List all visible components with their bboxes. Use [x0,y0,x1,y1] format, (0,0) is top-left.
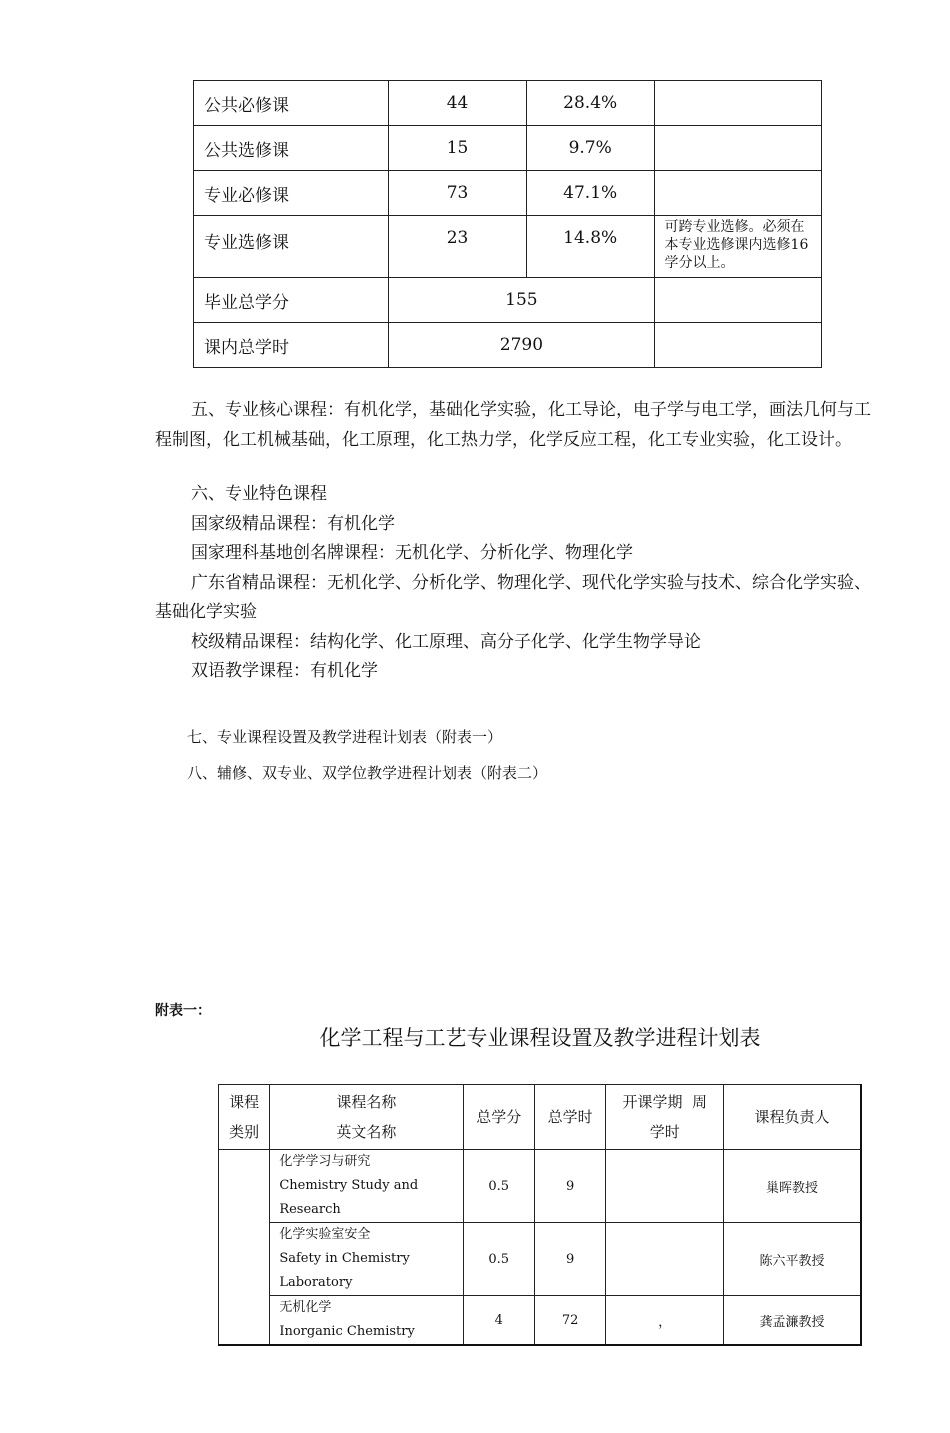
course-name-cn: 化学实验室安全 [279,1227,371,1242]
table-row [219,1150,862,1223]
science-base-courses: 国家理科基地创名牌课程：无机化学、分析化学、物理化学 [191,543,633,563]
course-name-cell [270,1150,463,1223]
header-category-line: 课程 [229,1093,260,1111]
total-credits-label: 毕业总学分 [194,278,389,323]
course-semester [606,1223,724,1296]
bilingual-courses: 双语教学课程：有机化学 [191,661,378,681]
course-hours: 9 [534,1223,605,1296]
credit-percent: 47.1% [526,171,654,216]
course-name-en: Inorganic Chemistry [279,1324,415,1339]
header-category-line: 类别 [229,1123,260,1141]
core-courses-paragraph [155,396,871,455]
course-credits: 0.5 [463,1150,534,1223]
course-lead: 龚孟濂教授 [724,1296,861,1346]
provincial-courses-cont: 基础化学实验 [155,602,257,622]
course-credits: 4 [463,1296,534,1346]
course-name-cn: 化学学习与研究 [279,1154,371,1169]
credit-note [654,323,821,368]
course-name-cell [270,1296,463,1346]
course-category-cell [219,1150,270,1346]
credit-row [194,171,822,216]
table-row [219,1223,862,1296]
credit-row [194,126,822,171]
section-7: 七、专业课程设置及教学进程计划表（附表一） [187,728,503,746]
table-row [219,1296,862,1346]
credit-note [654,126,821,171]
header-semester-line: 开课学期 周 [622,1093,707,1111]
course-name-en: Chemistry Study and Research [279,1178,419,1217]
header-lead: 课程负责人 [724,1085,861,1150]
credit-value: 44 [389,81,527,126]
annex-label: 附表一： [155,1003,211,1019]
school-courses: 校级精品课程：结构化学、化工原理、高分子化学、化学生物学导论 [191,631,701,652]
feature-courses-heading: 六、专业特色课程 [191,484,327,504]
section-8: 八、辅修、双专业、双学位教学进程计划表（附表二） [187,764,548,782]
header-name-line: 英文名称 [336,1123,397,1141]
credit-row [194,81,822,126]
credit-note [654,278,821,323]
national-courses: 国家级精品课程：有机化学 [191,513,395,534]
credit-category: 专业必修课 [194,171,389,216]
header-category [219,1085,270,1150]
core-courses-line: 程制图，化工机械基础，化工原理，化工热力学，化学反应工程，化工专业实验，化工设计。 [155,429,852,450]
header-hours: 总学时 [534,1085,605,1150]
credit-category: 专业选修课 [194,216,389,278]
credit-note: 可跨专业选修。必须在本专业选修课内选修16学分以上。 [654,216,821,278]
course-name-cell [270,1223,463,1296]
header-semester-line: 学时 [649,1123,680,1141]
provincial-courses: 广东省精品课程：无机化学、分析化学、物理化学、现代化学实验与技术、综合化学实验、 [191,572,871,593]
feature-courses-section [155,480,871,687]
credit-value: 15 [389,126,527,171]
header-name-line: 课程名称 [336,1093,397,1111]
credit-value: 73 [389,171,527,216]
credit-category: 公共选修课 [194,126,389,171]
annex-title: 化学工程与工艺专业课程设置及教学进程计划表 [319,1026,761,1050]
credit-category: 公共必修课 [194,81,389,126]
credit-total-row [194,278,822,323]
core-courses-line: 五、专业核心课程：有机化学，基础化学实验，化工导论，电子学与电工学，画法几何与工 [191,400,871,420]
credit-note [654,171,821,216]
course-lead: 陈六平教授 [724,1223,861,1296]
total-hours-label: 课内总学时 [194,323,389,368]
course-lead: 巢晖教授 [724,1150,861,1223]
total-hours-value: 2790 [389,323,654,368]
course-semester: ， [606,1296,724,1346]
hours-total-row [194,323,822,368]
credit-percent: 14.8% [526,216,654,278]
course-plan-table [218,1084,862,1346]
header-credits: 总学分 [463,1085,534,1150]
credit-note [654,81,821,126]
course-name-cn: 无机化学 [279,1300,332,1315]
credit-row [194,216,822,278]
header-semester [606,1085,724,1150]
credit-value: 23 [389,216,527,278]
course-semester [606,1150,724,1223]
course-name-en: Safety in Chemistry Laboratory [279,1251,410,1290]
credit-summary-table [193,80,822,368]
course-table-header [219,1085,862,1150]
course-hours: 72 [534,1296,605,1346]
header-course-name [270,1085,463,1150]
total-credits-value: 155 [389,278,654,323]
credit-percent: 9.7% [526,126,654,171]
course-credits: 0.5 [463,1223,534,1296]
course-hours: 9 [534,1150,605,1223]
credit-percent: 28.4% [526,81,654,126]
